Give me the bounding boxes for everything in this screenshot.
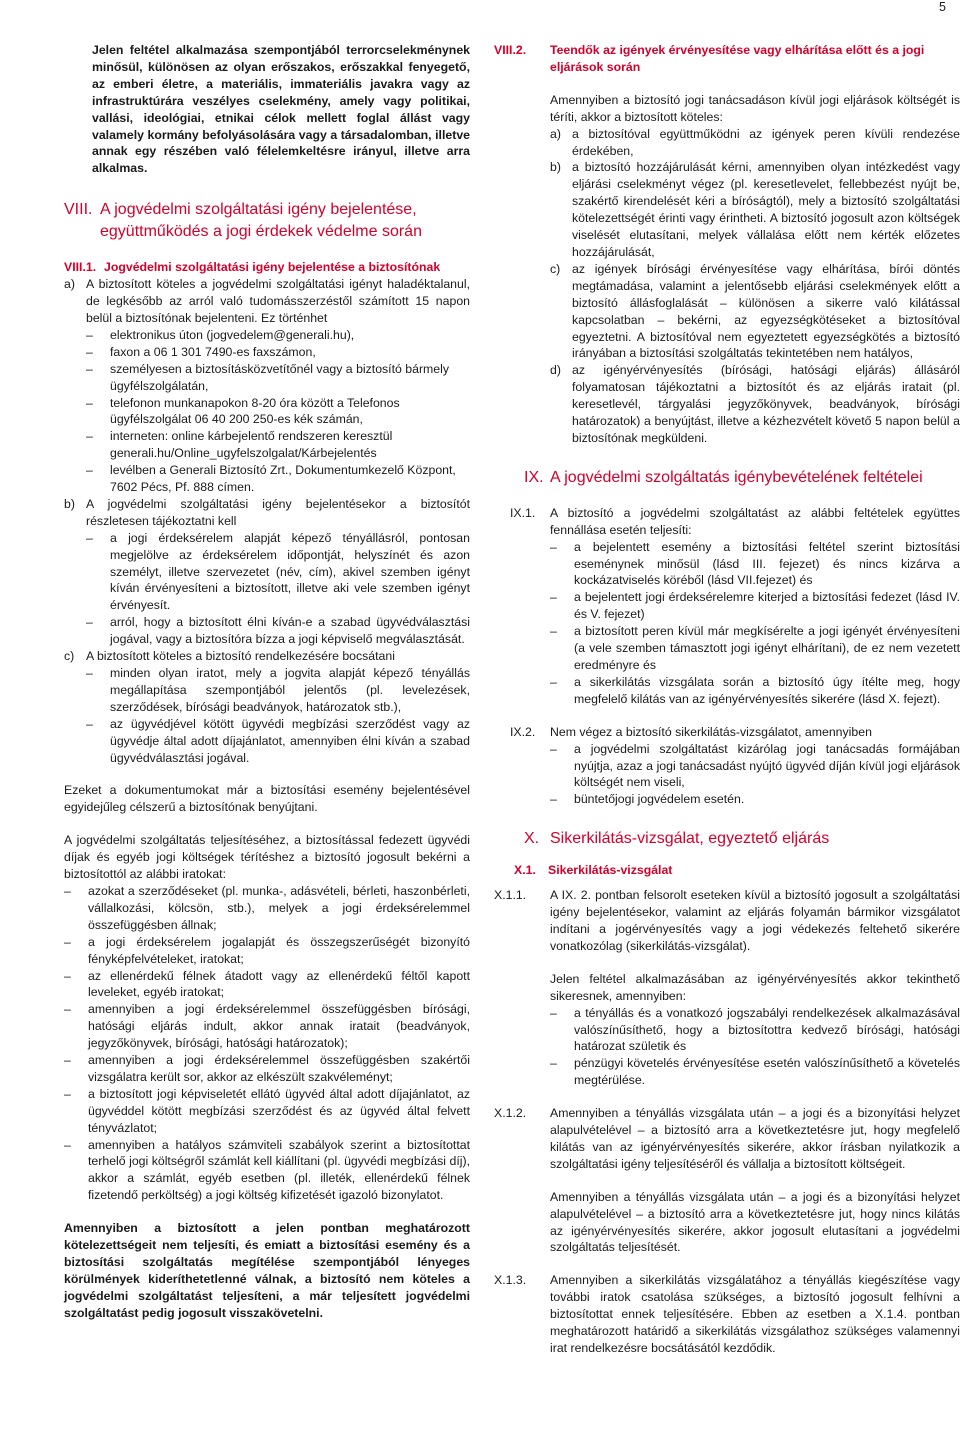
section-number: VIII. bbox=[64, 201, 93, 219]
channel-list bbox=[86, 327, 470, 496]
right-column bbox=[494, 42, 960, 1357]
section-heading-viii bbox=[64, 199, 470, 243]
viii-2-intro: Amennyiben a biztosító jogi tanácsadáson kívül jogi eljárások költségét is téríti, akkor a biztosított köteles: bbox=[550, 92, 960, 124]
item-label: a) bbox=[64, 277, 75, 292]
clause-number: IX.1. bbox=[510, 505, 536, 520]
documents-paragraph: Ezeket a dokumentumokat már a biztosítási esemény bejelentésével egyidejűleg célszerű a biztosítónak benyújtani. bbox=[64, 783, 470, 815]
ix-2 bbox=[494, 724, 960, 809]
list-item: b) a biztosító hozzájárulását kérni, amennyiben olyan intézkedést vagy eljárási cselekményt végez (pl. keresetlevelet, fellebbezést nyújt be, szakértő kirendelését kéri a bíróságtól), mely a biztosító szolgáltatási kötelezettségét érinti vagy érintheti. A biztosító jogosult azon költségek viselését elutasítani, melyek vállalása előtt nem kérték előzetes hozzájárulását, bbox=[550, 160, 960, 259]
section-number: X. bbox=[524, 830, 540, 848]
item-a bbox=[64, 276, 470, 496]
subsection-heading-viii-1 bbox=[64, 259, 470, 276]
subsection-title: Sikerkilátás-vizsgálat bbox=[548, 863, 673, 878]
list-item: – a jogvédelmi szolgáltatást kizárólag jogi tanácsadás formájában nyújtja, azaz a jogi tanácsadást nyújtó ügyvéd díján kívül jogi eljárások költségét nem viseli, bbox=[550, 741, 960, 790]
document-list bbox=[64, 883, 470, 1204]
list-item: – elektronikus úton (jogvedelem@generali.hu), bbox=[86, 327, 355, 342]
fulfilment-paragraph: A jogvédelmi szolgáltatás teljesítéséhez, a biztosítással fedezett ügyvédi díjak és egyéb jogi költségek térítéshez a biztosító jogosult bekérni a biztosítottól az alábbi iratokat: bbox=[64, 833, 470, 882]
closing-paragraph: Amennyiben a biztosított a jelen pontban meghatározott kötelezettségeit nem teljesíti, és emiatt a biztosítási esemény és a biztosítási szolgáltatás megítélése szempontjából lényeges körülmények kideríthetetlenné válnak, a biztosító nem köteles a jogvédelmi szolgáltatást teljesíteni, a már teljesített jogvédelmi szolgáltatást pedig jogosult visszakövetelni. bbox=[64, 1221, 470, 1320]
clause-text: A biztosító a jogvédelmi szolgáltatást az alábbi feltételek együttes fennállása esetén teljesíti: bbox=[550, 505, 960, 537]
section-heading-x bbox=[494, 828, 960, 850]
section-number: IX. bbox=[524, 468, 544, 486]
list-item: – interneten: online kárbejelentő rendszeren keresztül generali.hu/Online_ugyfelszolgalat/Kárbejelentés bbox=[86, 429, 393, 461]
item-label: c) bbox=[64, 649, 75, 664]
subsection-heading-viii-2 bbox=[494, 42, 960, 76]
list-item: – telefonon munkanapokon 8-20 óra között a Telefonos ügyfélszolgálat 06 40 200 250-es kék számán, bbox=[86, 395, 400, 427]
list-item: – a jogi érdeksérelem alapját képező tényállásról, pontosan megjelölve az érdeksérelem időpontját, helyszínét és azon személyt, illetve szervezetet (név, cím), akivel szemben igényt kíván érvényesíteni a biztosított, illetve aki vele szemben igényt érvényesít. bbox=[86, 530, 470, 613]
subsection-title: Jogvédelmi szolgáltatási igény bejelentése a biztosítónak bbox=[104, 260, 441, 275]
list-item: – büntetőjogi jogvédelem esetén. bbox=[550, 792, 745, 807]
clause-text: Amennyiben a tényállás vizsgálata után – a jogi és a bizonyítási helyzet alapulvételével – a biztosító arra a következtetésre jut, hogy nincs kilátás az igényérvényesítés sikerére, akkor jogosult elutasítani a jogvédelmi szolgáltatás teljesítését. bbox=[550, 1189, 960, 1255]
list-item: – pénzügyi követelés érvényesítése esetén valószínűsíthető a követelés megtérülése. bbox=[550, 1056, 960, 1088]
ix-1 bbox=[494, 505, 960, 708]
item-text: A jogvédelmi szolgáltatási igény bejelentésekor a biztosítót részletesen tájékoztatni kell bbox=[86, 496, 470, 528]
left-column bbox=[64, 42, 470, 1322]
list-item: – azokat a szerződéseket (pl. munka-, adásvételi, bérleti, haszonbérleti, vállalkozási, kölcsön, stb.), melyek a jogi érdeksérelemmel összefüggésben állnak; bbox=[64, 883, 470, 932]
subsection-heading-x-1 bbox=[494, 862, 960, 879]
clause-text: Nem végez a biztosító sikerkilátás-vizsgálatot, amennyiben bbox=[550, 724, 872, 739]
list-item: – a tényállás és a vonatkozó jogszabályi rendelkezések alkalmazásával valószínűsíthető, hogy a biztosítottra kedvező bírósági, hatósági határozat születik és bbox=[550, 1005, 960, 1054]
list-item: – személyesen a biztosításközvetítőnél vagy a biztosító bármely ügyfélszolgálatán, bbox=[86, 361, 450, 393]
list-item: – minden olyan iratot, mely a jogvita alapját képező tényállás megállapítása szempontjából jelentős (pl. levelezések, szerződések, bírósági beadványok, határozatok stb.), bbox=[86, 666, 470, 714]
list-item: – arról, hogy a biztosított élni kíván-e a szabad ügyvédválasztási jogával, vagy a biztosítóra bízza a jogi képviselő megválasztását. bbox=[86, 615, 470, 647]
clause-text: A IX. 2. pontban felsorolt eseteken kívül a biztosító jogosult a szolgáltatási igény bejelentésekor, valamint az eljárás folyamán bármikor vizsgálatot indítani a jogérvényesítés vagy a jogi védekezés feltehető sikerére vonatkozólag (sikerkilátás-vizsgálat). bbox=[550, 888, 960, 953]
clause-text: Amennyiben a sikerkilátás vizsgálatához a tényállás kiegészítése vagy további iratok csatolása szükséges, a biztosító jogosult felhívni a biztosítottat ennek teljesítésére. Ebben az esetben a X.1.4. pontban meghatározott határidő a sikerkilátás vizsgálathoz szükséges valamennyi irat rendelkezésre bocsátásától kezdődik. bbox=[550, 1273, 960, 1355]
subsection-number: VIII.1. bbox=[64, 260, 97, 275]
list-item: c) az igények bírósági érvényesítése vagy elhárítása, bírói döntés megtámadása, valamint a jelentősebb eljárási cselekmények előtt a biztosító állásfoglalását – különösen a sikerre való kilátással kapcsolatban – bekérni, az egyezségkötéseket a biztosítóval egyeztetni. A biztosítóval nem egyeztetett egyezségkötés a biztosító irányában a biztosítási szolgáltatás tekintetében nem hatályos, bbox=[550, 261, 960, 361]
section-title: A jogvédelmi szolgáltatási igény bejelentése, együttműködés a jogi érdekek védelme során bbox=[100, 201, 422, 241]
item-c bbox=[64, 648, 470, 766]
subsection-number: VIII.2. bbox=[494, 43, 527, 57]
clause-number: X.1.2. bbox=[494, 1106, 527, 1121]
clause-number: X.1.1. bbox=[494, 888, 527, 903]
subsection-number: X.1. bbox=[514, 863, 536, 878]
section-title: A jogvédelmi szolgáltatás igénybevételének feltételei bbox=[550, 468, 923, 486]
viii-2-body bbox=[494, 92, 960, 447]
item-label: b) bbox=[64, 496, 75, 511]
list-item: – a biztosított peren kívül már megkísérelte a jogi igényét érvényesíteni (a vele szemben támasztott jogi igényt elhárítani), de ez nem vezetett eredményre és bbox=[550, 624, 960, 672]
list-item: – faxon a 06 1 301 7490-es faxszámon, bbox=[86, 344, 316, 359]
clause-number: IX.2. bbox=[510, 724, 536, 739]
list-item: – az ügyvédjével kötött ügyvédi megbízási szerződést vagy az ügyvédje által adott díjajánlatot, amennyiben élni kíván a szabad ügyvédválasztási jogával. bbox=[86, 716, 470, 765]
list-item: – levélben a Generali Biztosító Zrt., Dokumentumkezelő Központ, 7602 Pécs, Pf. 888 címen. bbox=[86, 463, 456, 495]
item-text: A biztosított köteles a biztosító rendelkezésére bocsátani bbox=[86, 649, 395, 664]
item-b bbox=[64, 496, 470, 648]
page-number: 5 bbox=[939, 0, 946, 14]
subsection-title: Teendők az igények érvényesítése vagy elhárítása előtt és a jogi eljárások során bbox=[550, 43, 925, 74]
section-title: Sikerkilátás-vizsgálat, egyeztető eljárás bbox=[550, 830, 830, 848]
list-item: – az ellenérdekű félnek átadott vagy az ellenérdekű féltől kapott leveleket, egyéb iratokat; bbox=[64, 968, 470, 1000]
list-item: – a jogi érdeksérelem jogalapját és összegszerűségét bizonyító fényképfelvételeket, iratokat; bbox=[64, 934, 470, 966]
list-item: – a sikerkilátás vizsgálata során a biztosító úgy ítélte meg, hogy megfelelő kilátás van az igényérvényesítés sikerére (lásd X. fejezt). bbox=[550, 674, 960, 706]
section-heading-ix bbox=[494, 467, 960, 489]
list-item: a) a biztosítóval együttműködni az igények peren kívüli rendezése érdekében, bbox=[550, 126, 960, 158]
notification-block bbox=[64, 276, 470, 766]
clause-text: Amennyiben a tényállás vizsgálata után – a jogi és a bizonyítási helyzet alapulvételével – a biztosító arra a következtetésre jut, hogy megfelelő kilátás van az igényérvényesítés sikerére, akkor írásban nyilatkozik a szolgáltatási igény teljesítéséről és vállalja a biztosított költségeit. bbox=[550, 1106, 960, 1171]
list-item: d) az igényérvényesítés (bírósági, hatósági eljárás) állásáról folyamatosan tájékoztatni a biztosítót és az eljárás iratait (pl. keresetlevél, tárgyalási jegyzőkönyvek, beadványok, bírósági határozatok) a benyújtást, illetve a kézhezvételt követő 5 napon belül a biztosítónak megküldeni. bbox=[550, 363, 960, 445]
terror-definition: Jelen feltétel alkalmazása szempontjából terrorcselekménynek minősül, különösen az olyan erőszakos, erőszakkal fenyegető, az emberi életre, a materiális, immateriális javakra vagy az infrastruktúrára veszélyes cselekmény, amely vagy politikai, vallási, ideológiai, etnikai célok mellett foglal állást vagy valamely kormány befolyásolására vagy a társadalomban, illetve annak egy részében való félelemkeltésre irányul, illetve arra alkalmas. bbox=[92, 43, 470, 176]
list-item: – amennyiben a jogi érdeksérelemmel összefüggésben szakértői vizsgálatra került sor, akkor az elkészült szakvéleményt; bbox=[64, 1053, 470, 1084]
clause-number: X.1.3. bbox=[494, 1273, 527, 1288]
item-text: A biztosított köteles a jogvédelmi szolgáltatási igényt haladéktalanul, de legkésőbb az arról való tudomásszerzéstől számított 15 napon belül a biztosítónak bejelenteni. Ez történhet bbox=[86, 277, 470, 325]
list-item: – amennyiben a jogi érdeksérelemmel összefüggésben bírósági, hatósági eljárás indult, akkor annak iratait (beadványok, jegyzőkönyvek, bírósági, hatósági határozatok); bbox=[64, 1002, 470, 1051]
list-item: – a bejelentett esemény a biztosítási feltétel szerint biztosítási eseménynek minősül (lásd III. fejezet) és nincs kizárva a kockázatviselés köréből (lásd VII.fejezet) és bbox=[550, 539, 960, 588]
x-1-1 bbox=[494, 887, 960, 1089]
list-item: – a biztosított jogi képviseletét ellátó ügyvéd által adott díjajánlatot, az ügyvéddel kötött megbízási szerződést és az ügyvéd által felvett tényvázlatot; bbox=[64, 1086, 470, 1135]
clause-text: Jelen feltétel alkalmazásában az igényérvényesítés akkor tekinthető sikeresnek, amennyiben: bbox=[550, 971, 960, 1003]
x-1-2 bbox=[494, 1105, 960, 1256]
list-item: – amennyiben a hatályos számviteli szabályok szerint a biztosítottat terhelő jogi költségről számlát kell kiállítani (pl. ügyvédi megbízási díj), akkor a számlát, egyéb esetben (pl. illeték, ellenérdekű félnek fizetendő perköltség) a jogi költség kifizetését igazoló bizonylatot. bbox=[64, 1137, 470, 1203]
list-item: – a bejelentett jogi érdeksérelemre kiterjed a biztosítási fedezet (lásd IV. és V. fejezet) bbox=[550, 590, 960, 622]
x-1-3 bbox=[494, 1272, 960, 1357]
